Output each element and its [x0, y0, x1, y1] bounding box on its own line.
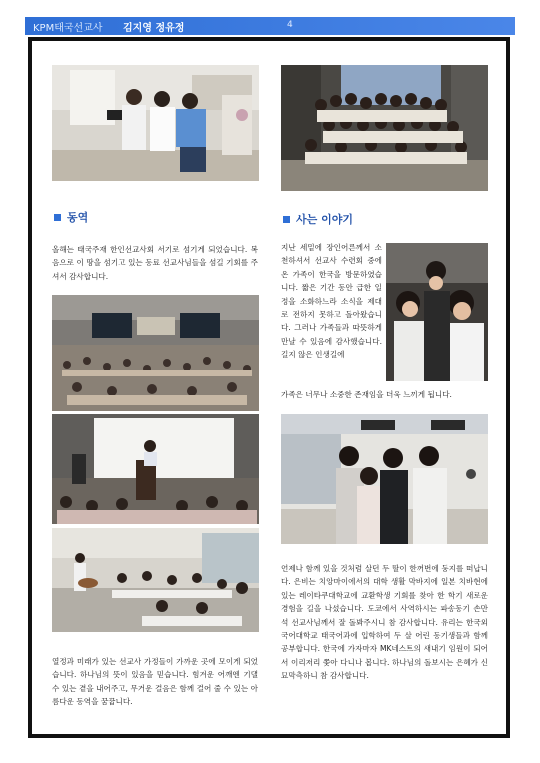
photo-music-worship	[52, 65, 259, 181]
photo-family-group	[281, 65, 488, 191]
paragraph-intro: 올해는 태국주재 한인선교사회 서기로 섬기게 되었습니다. 복음으로 이 땅을 섬기고 있는 동료 선교사님들을 섬길 기회를 주셔서 감사합니다.	[52, 245, 258, 281]
photo-fellowship-tables	[52, 528, 259, 632]
section-title-life-text: 사는 이야기	[296, 213, 353, 226]
header-names: 김지영 정유정	[123, 23, 185, 34]
header-bar	[25, 17, 515, 35]
square-bullet-icon	[54, 214, 61, 221]
paragraph-life-2: 언제나 함께 있을 것처럼 살던 두 딸이 한꺼번에 둥지를 떠납니다. 은비는 치앙마이에서의 대학 생활 막바지에 일본 치바현에 있는 레이타쿠대학교에 교환학생 기회를 찾아 한 학기 새로운 경험을 길을 나섰습니다. 도쿄에서 사역하시는 파송동기 손만석 선교사님께서 잘 돌봐주시니 참 감사합니다. 유리는 한국외국어대학교 태국어과에 입학하여 두 살 어린 동기생들과 함께 공부합니다. 한국에 가자마자 MK네스트의 새내기 임원이 되어서 이리저리 쫓아 다니나 봅니다. 하나님의 돌보시는 은혜가 신묘막측하니 참 감사합니다.	[281, 564, 488, 681]
page-number: 4	[287, 20, 293, 30]
paragraph-life-1: 지난 세밑에 장인어른께서 소천하셔서 선교사 수련회 중에 온 가족이 한국을 방문하였습니다. 짧은 기간 동안 급한 일정을 소화하느라 소식을 제대로 전하지 못하고 돌아왔습니다. 그러나 가족들과 따뜻하게 만날 수 있음에 감사했습니다. 길지 않은 인생길에	[281, 243, 382, 360]
square-bullet-icon	[283, 216, 290, 223]
section-title-life	[283, 211, 353, 227]
section-title-ministry-text: 동역	[67, 211, 89, 224]
paragraph-closing: 열정과 미래가 있는 선교사 가정들이 가까운 곳에 모이게 되었습니다. 하나님의 뜻이 있음을 믿습니다. 힘겨운 어깨엔 기댈 수 있는 곁을 내어주고, 무거운 걸음은 함께 걸어 줄 수 있는 아름다운 동역을 꿈꿉니다.	[52, 657, 258, 707]
paragraph-life-1-end: 가족은 너무나 소중한 존재임을 더욱 느끼게 됩니다.	[281, 390, 452, 399]
photo-family-selfie	[386, 243, 488, 381]
section-title-ministry	[54, 209, 88, 225]
photo-conference-hall	[52, 295, 259, 411]
photo-speaker-podium	[52, 414, 259, 524]
photo-airport-farewell	[281, 414, 488, 544]
header-org: KPM태국선교사	[33, 23, 103, 34]
